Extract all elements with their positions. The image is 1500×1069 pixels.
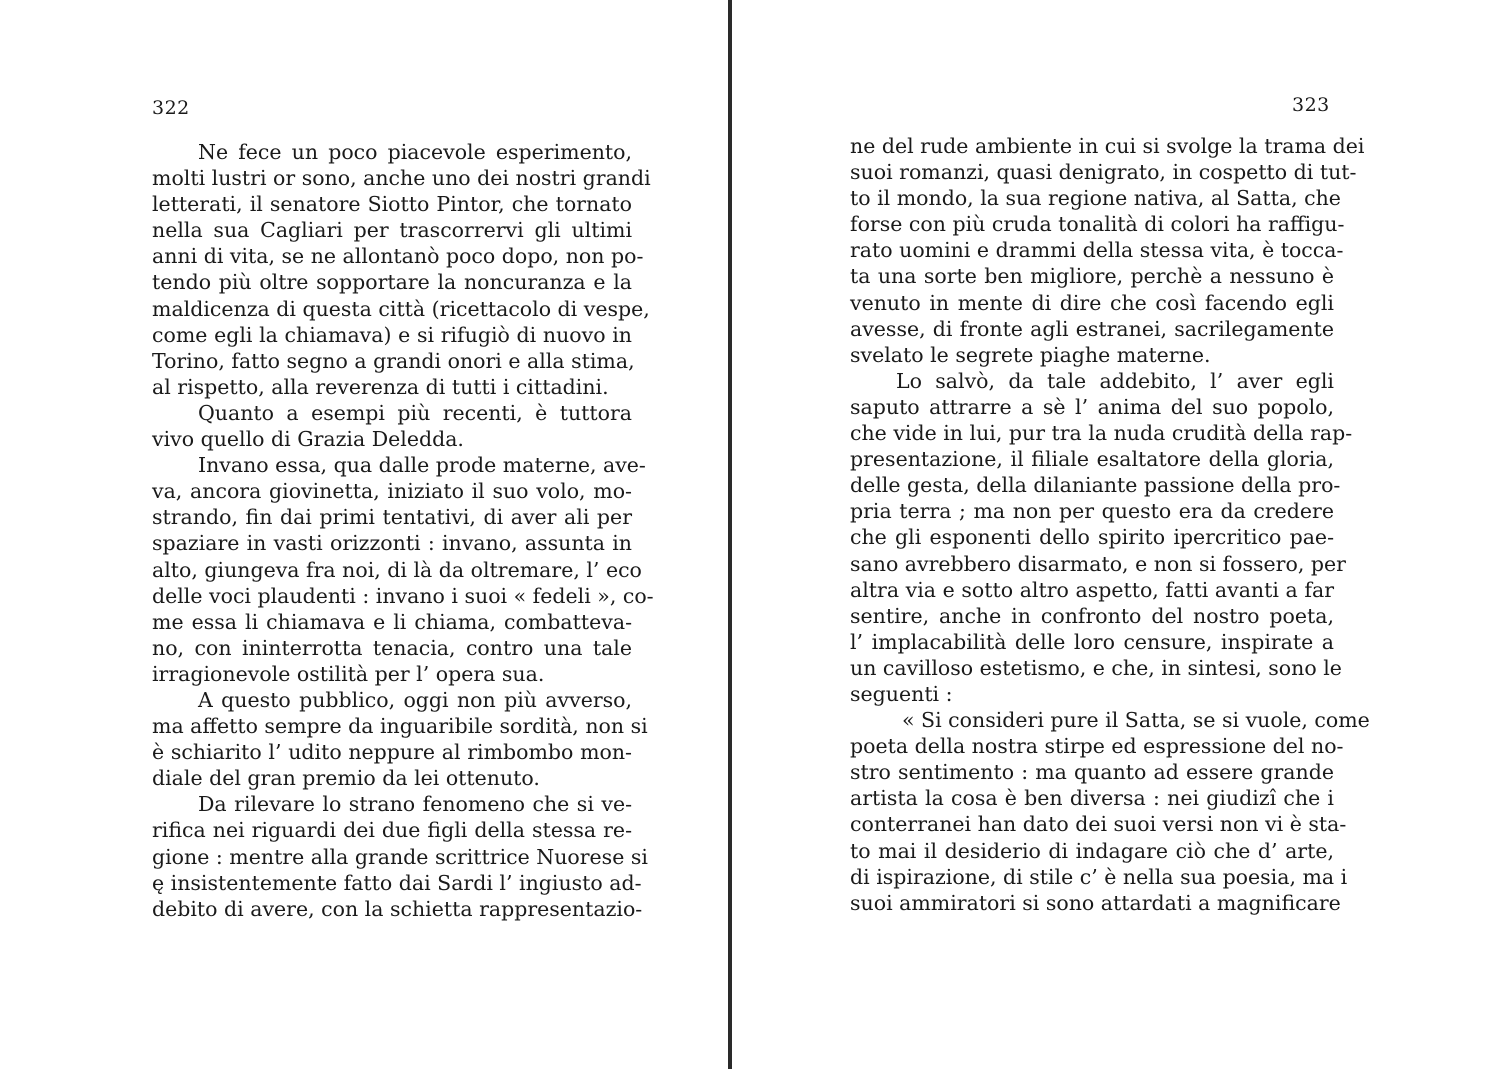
text-line: to il mondo, la sua regione nativa, al Satta, che — [850, 186, 1341, 211]
text-line: irragionevole ostilità per l’ opera sua. — [152, 661, 545, 686]
text-line: seguenti : — [850, 681, 953, 706]
text-line: Quanto a esempi più recenti, è tuttora — [198, 400, 632, 425]
text-line: tendo più oltre sopportare la noncuranza e la — [152, 270, 632, 295]
text-line: debito di avere, con la schietta rappresentazio- — [152, 896, 643, 921]
text-line: sano avrebbero disarmato, e non si fossero, per — [850, 551, 1346, 576]
text-line: no, con ininterrotta tenacia, contro una tale — [152, 635, 632, 660]
page-number-right: 323 — [1292, 94, 1330, 116]
text-line: ę insistentemente fatto dai Sardi l’ ingiusto ad- — [152, 870, 642, 895]
text-line: altra via e sotto altro aspetto, fatti avanti a far — [850, 577, 1334, 602]
text-line: sentire, anche in confronto del nostro poeta, — [850, 603, 1334, 628]
text-line: vivo quello di Grazia Deledda. — [152, 427, 464, 452]
text-line: to mai il desiderio di indagare ciò che d’ arte, — [850, 838, 1334, 863]
text-line: è schiarito l’ udito neppure al rimbombo mon- — [152, 740, 632, 765]
text-line: saputo attrarre a sè l’ anima del suo popolo, — [850, 394, 1334, 419]
text-line: Invano essa, qua dalle prode materne, ave- — [198, 453, 646, 478]
text-line: Da rilevare lo strano fenomeno che si ve- — [198, 792, 632, 817]
text-line: come egli la chiamava) e si rifugiò di nuovo in — [152, 322, 632, 347]
left-page-text — [152, 139, 654, 922]
text-line: suoi ammiratori si sono attardati a magnificare — [850, 890, 1341, 915]
text-line: anni di vita, se ne allontanò poco dopo, non po- — [152, 244, 644, 269]
text-line: molti lustri or sono, anche uno dei nostri grandi — [152, 166, 651, 191]
text-line: delle voci plaudenti : invano i suoi « fedeli », co- — [152, 583, 654, 608]
text-line: che gli esponenti dello spirito ipercritico pae- — [850, 525, 1334, 550]
text-line: l’ implacabilità delle loro censure, inspirate a — [850, 629, 1334, 654]
text-line: gione : mentre alla grande scrittrice Nuorese si — [152, 844, 648, 869]
text-line: un cavilloso estetismo, e che, in sintesi, sono le — [850, 655, 1342, 680]
text-line: ma affetto sempre da inguaribile sordità, non si — [152, 714, 648, 739]
text-line: Ne fece un poco piacevole esperimento, — [198, 140, 632, 164]
text-line: che vide in lui, pur tra la nuda crudità della rap- — [850, 421, 1353, 446]
text-line: ne del rude ambiente in cui si svolge la trama dei — [850, 134, 1365, 158]
text-line: di ispirazione, di stile c’ è nella sua poesia, ma i — [850, 864, 1348, 889]
text-line: diale del gran premio da lei ottenuto. — [152, 766, 540, 791]
text-line: artista la cosa è ben diversa : nei giudizî che i — [850, 786, 1334, 811]
text-line: me essa li chiamava e li chiama, combatteva- — [152, 609, 632, 634]
page-number-left: 322 — [152, 97, 190, 119]
text-line: nella sua Cagliari per trascorrervi gli ultimi — [152, 218, 632, 243]
text-line: al rispetto, alla reverenza di tutti i cittadini. — [152, 374, 609, 399]
text-line: poeta della nostra stirpe ed espressione del no- — [850, 734, 1344, 759]
text-line: stro sentimento : ma quanto ad essere grande — [850, 760, 1334, 785]
text-line: pria terra ; ma non per questo era da credere — [850, 499, 1334, 524]
text-line: va, ancora giovinetta, iniziato il suo volo, mo- — [152, 479, 632, 504]
text-line: Torino, fatto segno a grandi onori e alla stima, — [152, 348, 635, 373]
text-line: conterranei han dato dei suoi versi non vi è sta- — [850, 812, 1347, 837]
text-line: venuto in mente di dire che così facendo egli — [850, 290, 1334, 315]
left-page — [0, 0, 728, 1069]
text-line: maldicenza di questa città (ricettacolo di vespe, — [152, 296, 650, 321]
text-line: rifica nei riguardi dei due figli della stessa re- — [152, 818, 632, 843]
text-line: letterati, il senatore Siotto Pintor, che tornato — [152, 192, 632, 217]
text-line: « Si consideri pure il Satta, se si vuole, come — [902, 708, 1370, 733]
text-line: avesse, di fronte agli estranei, sacrilegamente — [850, 316, 1334, 341]
text-line: delle gesta, della dilaniante passione della pro- — [850, 473, 1341, 498]
text-line: forse con più cruda tonalità di colori ha raffigu- — [850, 212, 1345, 237]
right-page — [736, 0, 1500, 1069]
text-line: Lo salvò, da tale addebito, l’ aver egli — [896, 368, 1334, 393]
book-spine — [728, 0, 732, 1069]
text-line: spaziare in vasti orizzonti : invano, assunta in — [152, 531, 632, 556]
text-line: suoi romanzi, quasi denigrato, in cospetto di tut- — [850, 160, 1357, 185]
text-line: rato uomini e drammi della stessa vita, è tocca- — [850, 238, 1344, 263]
text-line: presentazione, il filiale esaltatore della gloria, — [850, 447, 1334, 472]
text-line: A questo pubblico, oggi non più avverso, — [198, 687, 632, 712]
text-line: strando, fin dai primi tentativi, di aver ali per — [152, 505, 632, 530]
text-line: svelato le segrete piaghe materne. — [850, 342, 1211, 367]
text-line: alto, giungeva fra noi, di là da oltremare, l’ eco — [152, 557, 642, 582]
right-page-text — [850, 133, 1370, 916]
text-line: ta una sorte ben migliore, perchè a nessuno è — [850, 264, 1334, 289]
